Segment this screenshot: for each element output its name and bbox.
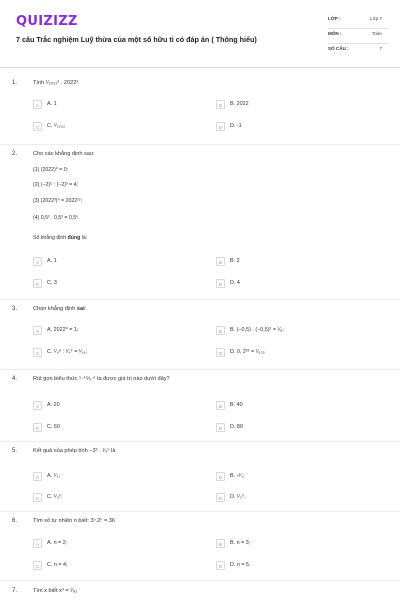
question-number: 5. bbox=[12, 448, 18, 454]
question-divider bbox=[0, 441, 400, 442]
worksheet-title: 7 câu Trắc nghiệm Luỹ thừa của một số hữu tỉ có đáp án ( Thông hiểu) bbox=[16, 35, 257, 44]
meta-value: 7 bbox=[379, 46, 382, 51]
option-letter-box: D bbox=[216, 493, 225, 502]
question-text-part: : bbox=[84, 306, 87, 312]
option-letter-box: D bbox=[216, 348, 225, 357]
question-number: 7. bbox=[12, 588, 18, 594]
prompt-text: Số khẳng định bbox=[33, 235, 68, 241]
option-letter-box: D bbox=[216, 122, 225, 131]
statement-line: (3) (2022³)⁴ = 2022¹²; bbox=[33, 198, 83, 204]
statement-line: (2) (−2)⁵ : (−2)³ = 4; bbox=[33, 182, 78, 188]
option-letter-box: B bbox=[216, 539, 225, 548]
option-text: D. 4 bbox=[230, 280, 240, 286]
question-number: 4. bbox=[12, 376, 18, 382]
question-prompt bbox=[33, 235, 87, 241]
option-text: D. -1 bbox=[230, 123, 242, 129]
question-text: Tìm x biết x³ = ¹⁄₈₁ bbox=[33, 588, 78, 594]
option-letter-box: A bbox=[33, 539, 42, 548]
question-number: 2. bbox=[12, 151, 18, 157]
option-text: C. ¹⁄₂₀₂₂ bbox=[47, 123, 66, 129]
question-text bbox=[33, 306, 86, 312]
meta-value: Toán bbox=[372, 31, 382, 36]
option-text: B. 2022 bbox=[230, 101, 249, 107]
option-letter-box: B bbox=[216, 472, 225, 481]
question-text: Tìm số tự nhiên n biết: 3ⁿ.2ⁿ = 36 bbox=[33, 518, 115, 524]
question-text-bold: sai bbox=[76, 306, 85, 312]
option-letter-box: D bbox=[216, 279, 225, 288]
question-number: 1. bbox=[12, 80, 18, 86]
meta-row-class bbox=[328, 14, 388, 29]
option-text: A. 1 bbox=[47, 258, 57, 264]
question-divider bbox=[0, 299, 400, 300]
option-letter-box: A bbox=[33, 472, 42, 481]
meta-label: MÔN : bbox=[328, 31, 342, 36]
header-divider bbox=[0, 67, 400, 68]
meta-value: Lớp 7 bbox=[370, 16, 382, 21]
option-letter-box: D bbox=[216, 561, 225, 570]
option-letter-box: A bbox=[33, 326, 42, 335]
option-text: B. (−0,5) . (−0,5)² = ¹⁄₈; bbox=[230, 327, 284, 333]
option-letter-box: C bbox=[33, 348, 42, 357]
option-text: A. n = 2; bbox=[47, 540, 68, 546]
meta-label: LỚP : bbox=[328, 16, 341, 21]
option-text: D. n = 5. bbox=[230, 562, 251, 568]
question-text: Rút gọn biểu thức ⁵·⁴⁵⁄₅·⁴ ta được giá trị nào dưới đây? bbox=[33, 376, 170, 382]
option-text: B. 40 bbox=[230, 402, 243, 408]
option-letter-box: C bbox=[33, 122, 42, 131]
question-divider bbox=[0, 144, 400, 145]
option-text: D. 80 bbox=[230, 424, 243, 430]
meta-label: SỐ CÂU : bbox=[328, 46, 349, 51]
question-text-part: Chọn khẳng định bbox=[33, 306, 77, 312]
quizizz-logo: QUIZIZZ bbox=[16, 14, 78, 29]
question-divider bbox=[0, 511, 400, 512]
option-letter-box: B bbox=[216, 257, 225, 266]
option-text: C. n = 4; bbox=[47, 562, 68, 568]
option-letter-box: C bbox=[33, 561, 42, 570]
question-divider bbox=[0, 580, 400, 581]
statement-line: (1) (2022)⁰ = 0; bbox=[33, 167, 69, 173]
statement-line: (4) 0,5² . 0,5³ = 0,5⁶. bbox=[33, 215, 80, 221]
option-letter-box: A bbox=[33, 401, 42, 410]
option-text: B. 2 bbox=[230, 258, 240, 264]
option-text: C. 60 bbox=[47, 424, 60, 430]
option-text: B. -¹⁄₃; bbox=[230, 473, 245, 479]
worksheet-header bbox=[16, 12, 388, 62]
option-text: A. 20 bbox=[47, 402, 60, 408]
question-divider bbox=[0, 369, 400, 370]
meta-row-count bbox=[328, 44, 388, 58]
option-text: A. ¹⁄₃; bbox=[47, 473, 60, 479]
option-letter-box: B bbox=[216, 326, 225, 335]
question-text: Cho các khẳng định sau: bbox=[33, 151, 95, 157]
question-number: 3. bbox=[12, 306, 18, 312]
option-text: C. 3 bbox=[47, 280, 57, 286]
option-text: A. 2022⁰ = 1; bbox=[47, 327, 79, 333]
option-letter-box: B bbox=[216, 100, 225, 109]
option-letter-box: C bbox=[33, 423, 42, 432]
option-letter-box: C bbox=[33, 493, 42, 502]
option-text: D. ¹⁄₃³. bbox=[230, 494, 246, 500]
meta-row-subject bbox=[328, 29, 388, 44]
option-letter-box: D bbox=[216, 423, 225, 432]
option-letter-box: A bbox=[33, 257, 42, 266]
option-letter-box: B bbox=[216, 401, 225, 410]
question-number: 6. bbox=[12, 518, 18, 524]
meta-box bbox=[328, 14, 388, 58]
option-letter-box: C bbox=[33, 279, 42, 288]
question-text: Kết quả của phép tính −3³ . ¹⁄₃⁵ là bbox=[33, 448, 116, 454]
prompt-text: là: bbox=[80, 235, 88, 241]
option-text: A. 1 bbox=[47, 101, 57, 107]
option-text: D. 0, 2²² = ¹⁄₆₂₅ bbox=[230, 349, 265, 355]
prompt-bold: đúng bbox=[67, 235, 81, 241]
option-letter-box: A bbox=[33, 100, 42, 109]
question-text: Tính ¹⁄₂₀₂₂² . 2022² bbox=[33, 80, 79, 86]
option-text: B. n = 3; bbox=[230, 540, 251, 546]
option-text: C. ¹⁄₄⁶ : ¹⁄₄⁴ = ¹⁄₁₆; bbox=[47, 349, 88, 355]
option-text: C. ¹⁄₃²; bbox=[47, 494, 63, 500]
